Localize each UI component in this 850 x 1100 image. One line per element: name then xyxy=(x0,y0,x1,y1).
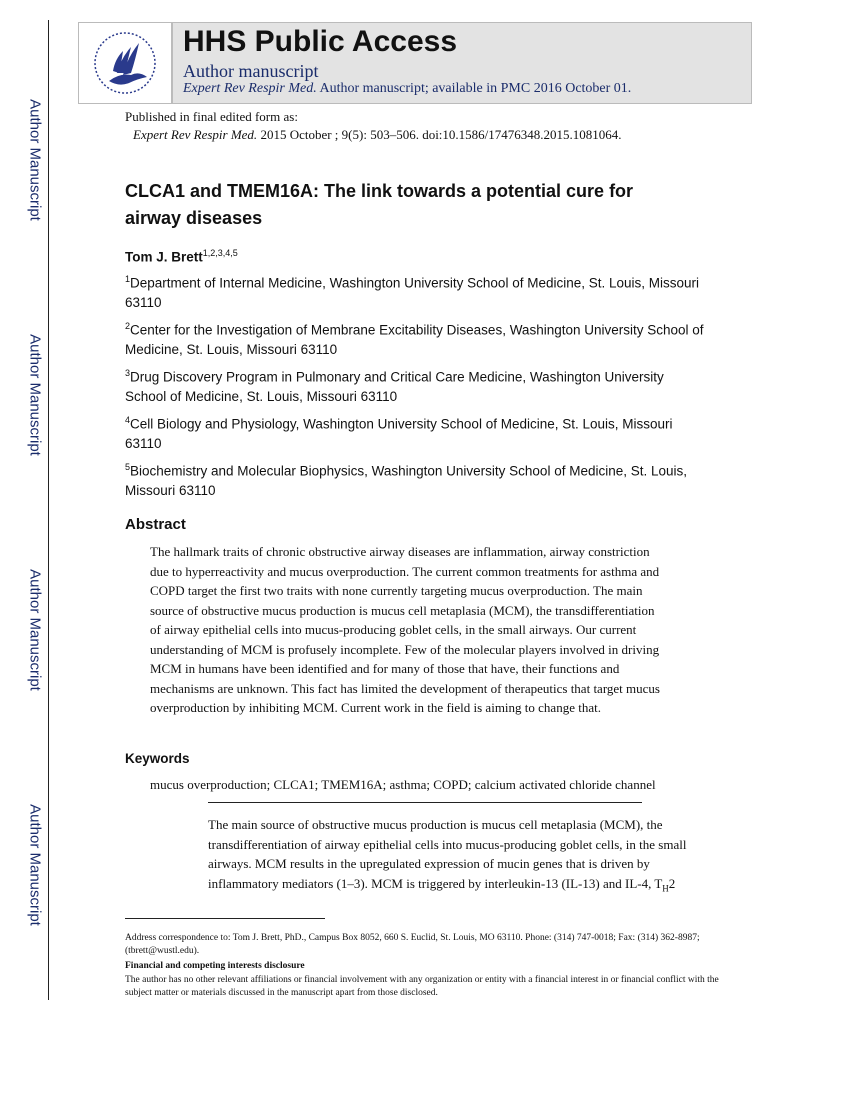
journal-name: Expert Rev Respir Med. xyxy=(183,81,317,96)
affiliation xyxy=(125,317,735,360)
correspondence-footnote: Address correspondence to: Tom J. Brett, PhD., Campus Box 8052, 660 S. Euclid, St. Louis, MO 63110. Phone: (314) 747-0018; Fax: (314) 362-8987; (tbrett@wustl.edu). xyxy=(125,933,700,956)
text-line xyxy=(208,874,686,899)
affil-text: Center for the Investigation of Membrane Excitability Diseases, Washington University School of Medicine, St. Louis, Missouri 63110 xyxy=(125,322,704,357)
text-line: The hallmark traits of chronic obstructive airway diseases are inflammation, airway constriction xyxy=(150,544,650,559)
text-line: of airway epithelial cells into mucus-producing goblet cells, in the small airways. Our current xyxy=(150,622,637,637)
abstract-heading: Abstract xyxy=(125,516,186,533)
affil-number: 3 xyxy=(125,368,131,378)
author-name: Tom J. Brett xyxy=(125,249,203,265)
affil-number: 1 xyxy=(125,274,131,284)
text-line: The main source of obstructive mucus production is mucus cell metaplasia (MCM), the xyxy=(208,817,663,832)
author xyxy=(125,248,238,265)
footnote-rule xyxy=(125,918,325,919)
text-line: overproduction by inhibiting MCM. Current work in the field is aiming to change that. xyxy=(150,700,601,715)
affil-number: 2 xyxy=(125,321,131,331)
text-line: understanding of MCM is profusely incomplete. Few of the molecular players involved in driving xyxy=(150,641,660,657)
abstract-text xyxy=(150,542,660,718)
disclosure-heading: Financial and competing interests disclosure xyxy=(125,961,305,971)
affil-text: Department of Internal Medicine, Washington University School of Medicine, St. Louis, Missouri 63110 xyxy=(125,275,700,310)
side-label-text: Author Manuscript xyxy=(26,334,44,456)
availability-text: Author manuscript; available in PMC 2016 October 01. xyxy=(316,81,632,96)
side-label-text: Author Manuscript xyxy=(26,99,44,221)
hhs-logo-icon xyxy=(79,23,173,103)
header-subtitle: Author manuscript xyxy=(183,61,319,81)
citation-text: 2015 October ; 9(5): 503–506. doi:10.1586/17476348.2015.1081064. xyxy=(257,127,622,142)
citation xyxy=(133,125,622,145)
affiliation xyxy=(125,458,715,501)
subscript: H xyxy=(662,883,669,894)
text-line: transdifferentiation of airway epithelial cells into mucus-producing goblet cells, in the small xyxy=(208,836,687,852)
affil-text: Cell Biology and Physiology, Washington University School of Medicine, St. Louis, Missouri 63110 xyxy=(125,416,673,451)
hhs-header xyxy=(78,22,752,104)
affiliation xyxy=(125,364,700,407)
text-line: mechanisms are unknown. This fact has limited the development of therapeutics that target mucus xyxy=(150,680,660,696)
affiliation xyxy=(125,411,705,454)
affil-text: Biochemistry and Molecular Biophysics, Washington University School of Medicine, St. Louis, Missouri 63110 xyxy=(125,463,688,498)
body-text xyxy=(208,815,686,899)
disclosure-text: The author has no other relevant affiliations or financial involvement with any organization or entity with a financial interest in or financial conflict with the subject matter or materials discussed in the manuscript apart from those disclosed. xyxy=(125,975,719,998)
affil-number: 4 xyxy=(125,415,131,425)
article-title xyxy=(125,178,725,232)
title-line: CLCA1 and TMEM16A: The link towards a potential cure for xyxy=(125,181,634,201)
text-line: airways. MCM results in the upregulated expression of mucin genes that is driven by xyxy=(208,856,650,871)
section-rule xyxy=(208,802,642,803)
published-label: Published in final edited form as: xyxy=(125,109,298,124)
side-label-text: Author Manuscript xyxy=(26,569,44,691)
text-span: 2 xyxy=(668,875,676,891)
author-affil-numbers: 1,2,3,4,5 xyxy=(202,248,238,258)
text-line: COPD target the first two traits with none currently targeting mucus overproduction. The main xyxy=(150,583,643,598)
citation-journal: Expert Rev Respir Med. xyxy=(133,127,258,142)
affiliation xyxy=(125,270,735,313)
side-label-text: Author Manuscript xyxy=(26,804,44,926)
availability-line xyxy=(183,81,631,97)
text-line: MCM in humans have been identified and for many of those that have, their functions and xyxy=(150,661,620,676)
affil-text: Drug Discovery Program in Pulmonary and Critical Care Medicine, Washington University School of Medicine, St. Louis, Missouri 63110 xyxy=(125,369,664,404)
text-line: source of obstructive mucus production is mucus cell metaplasia (MCM), the transdifferentiation xyxy=(150,602,655,618)
margin-rule xyxy=(48,20,49,1000)
keywords-list: mucus overproduction; CLCA1; TMEM16A; asthma; COPD; calcium activated chloride channel xyxy=(150,777,656,792)
affil-number: 5 xyxy=(125,462,131,472)
header-title: HHS Public Access xyxy=(183,25,457,58)
title-line: airway diseases xyxy=(125,208,263,228)
text-line: due to hyperreactivity and mucus overproduction. The current common treatments for asthma and xyxy=(150,563,660,579)
text-span: inflammatory mediators (1–3). MCM is triggered by interleukin-13 (IL-13) and IL-4, T xyxy=(208,875,663,891)
keywords-heading: Keywords xyxy=(125,751,190,766)
